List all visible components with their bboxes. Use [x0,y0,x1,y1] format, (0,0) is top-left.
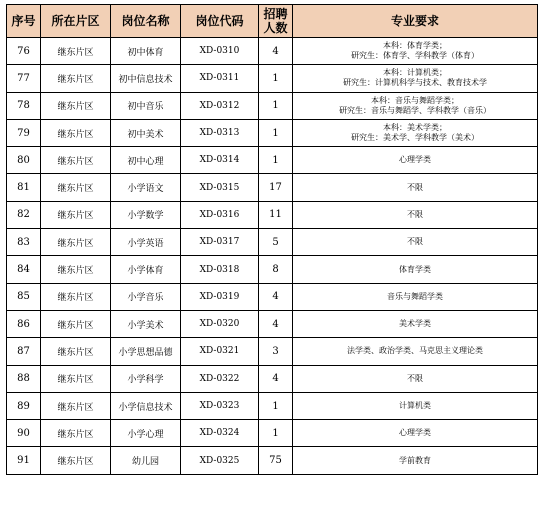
requirement-line: 本科：音乐与舞蹈学类； [371,95,459,105]
cell-district: 继东片区 [41,38,111,65]
cell-seq: 88 [7,365,41,392]
table-header [7,5,538,38]
cell-recruit-count: 17 [259,174,293,201]
cell-recruit-count: 4 [259,365,293,392]
table-row [7,38,538,65]
cell-requirement [293,38,538,65]
cell-post-name: 初中音乐 [111,92,181,119]
cell-seq: 76 [7,38,41,65]
cell-recruit-count: 4 [259,38,293,65]
header-seq: 序号 [7,5,41,38]
cell-seq: 83 [7,229,41,256]
table-row [7,420,538,447]
header-district: 所在片区 [41,5,111,38]
cell-post-name: 初中心理 [111,147,181,174]
cell-district: 继东片区 [41,92,111,119]
cell-recruit-count: 5 [259,229,293,256]
cell-post-name: 小学科学 [111,365,181,392]
requirement-line: 不限 [407,237,423,247]
cell-post-name: 幼儿园 [111,447,181,474]
cell-seq: 81 [7,174,41,201]
requirement-line: 不限 [407,182,423,192]
cell-district: 继东片区 [41,365,111,392]
cell-post-code: XD-0315 [181,174,259,201]
cell-seq: 90 [7,420,41,447]
cell-seq: 77 [7,65,41,92]
requirement-line: 心理学类 [399,155,431,165]
cell-recruit-count: 4 [259,283,293,310]
cell-district: 继东片区 [41,420,111,447]
cell-requirement [293,365,538,392]
table-row [7,65,538,92]
cell-district: 继东片区 [41,283,111,310]
requirement-line: 美术学类 [399,319,431,329]
requirement-line: 本科：体育学类； [383,41,447,51]
cell-post-name: 小学英语 [111,229,181,256]
cell-recruit-count: 75 [259,447,293,474]
requirement-line: 法学类、政治学类、马克思主义理论类 [347,346,483,356]
header-post-name: 岗位名称 [111,5,181,38]
table-row [7,147,538,174]
cell-recruit-count: 1 [259,92,293,119]
cell-district: 继东片区 [41,229,111,256]
cell-district: 继东片区 [41,338,111,365]
requirement-line: 计算机类 [399,401,431,410]
table-row [7,447,538,474]
requirement-line: 心理学类 [399,428,431,438]
cell-recruit-count: 1 [259,392,293,419]
table-row [7,229,538,256]
cell-seq: 79 [7,119,41,146]
table-row [7,201,538,228]
cell-requirement [293,229,538,256]
cell-requirement [293,147,538,174]
cell-requirement [293,174,538,201]
cell-requirement [293,201,538,228]
requirement-line: 不限 [407,373,423,383]
table-row [7,310,538,337]
cell-post-name: 小学数学 [111,201,181,228]
cell-post-name: 初中信息技术 [111,65,181,92]
cell-seq: 80 [7,147,41,174]
table-row [7,174,538,201]
cell-post-code: XD-0324 [181,420,259,447]
cell-requirement [293,256,538,283]
cell-requirement [293,310,538,337]
cell-recruit-count: 8 [259,256,293,283]
table-row [7,392,538,419]
cell-post-code: XD-0310 [181,38,259,65]
table-row [7,365,538,392]
header-row [7,5,538,38]
cell-post-code: XD-0325 [181,447,259,474]
recruitment-table [6,4,538,475]
cell-district: 继东片区 [41,310,111,337]
cell-post-name: 小学音乐 [111,283,181,310]
cell-recruit-count: 11 [259,201,293,228]
cell-seq: 84 [7,256,41,283]
requirement-line: 研究生：美术学、学科教学（美术） [351,133,479,143]
cell-seq: 86 [7,310,41,337]
cell-recruit-count: 3 [259,338,293,365]
cell-requirement [293,119,538,146]
cell-requirement [293,92,538,119]
cell-recruit-count: 4 [259,310,293,337]
cell-requirement [293,338,538,365]
cell-requirement [293,283,538,310]
header-recruit-line1: 招聘 [263,7,288,21]
cell-post-name: 小学美术 [111,310,181,337]
cell-district: 继东片区 [41,447,111,474]
requirement-line: 体育学类 [399,264,431,274]
cell-seq: 82 [7,201,41,228]
table-body [7,38,538,475]
requirement-line: 不限 [407,209,423,219]
header-post-code: 岗位代码 [181,5,259,38]
cell-post-name: 小学思想品德 [111,338,181,365]
cell-recruit-count: 1 [259,147,293,174]
cell-district: 继东片区 [41,256,111,283]
cell-post-name: 小学信息技术 [111,392,181,419]
requirement-line: 研究生：音乐与舞蹈学、学科教学（音乐） [339,105,491,115]
header-recruit-count [259,5,293,38]
requirement-line: 研究生：体育学、学科教学（体育） [351,51,479,61]
cell-post-name: 初中体育 [111,38,181,65]
cell-seq: 87 [7,338,41,365]
cell-post-code: XD-0321 [181,338,259,365]
requirement-line: 学前教育 [399,455,431,465]
cell-district: 继东片区 [41,392,111,419]
cell-post-code: XD-0312 [181,92,259,119]
header-recruit-line2: 人数 [263,21,288,35]
cell-recruit-count: 1 [259,119,293,146]
cell-post-code: XD-0317 [181,229,259,256]
table-row [7,256,538,283]
requirement-line: 本科：美术学类； [383,123,447,133]
cell-recruit-count: 1 [259,420,293,447]
cell-post-code: XD-0319 [181,283,259,310]
cell-requirement [293,420,538,447]
header-requirement: 专业要求 [293,5,538,38]
cell-post-name: 小学语文 [111,174,181,201]
cell-requirement [293,65,538,92]
cell-requirement [293,447,538,474]
cell-post-name: 初中美术 [111,119,181,146]
cell-post-code: XD-0322 [181,365,259,392]
table-row [7,92,538,119]
cell-post-code: XD-0316 [181,201,259,228]
cell-seq: 78 [7,92,41,119]
cell-post-code: XD-0313 [181,119,259,146]
cell-district: 继东片区 [41,201,111,228]
requirement-line: 本科：计算机类； [383,68,447,78]
cell-post-code: XD-0323 [181,392,259,419]
cell-recruit-count: 1 [259,65,293,92]
cell-post-code: XD-0320 [181,310,259,337]
cell-district: 继东片区 [41,174,111,201]
cell-post-name: 小学体育 [111,256,181,283]
table-row [7,283,538,310]
cell-seq: 85 [7,283,41,310]
cell-district: 继东片区 [41,65,111,92]
cell-post-code: XD-0314 [181,147,259,174]
cell-post-code: XD-0311 [181,65,259,92]
cell-district: 继东片区 [41,147,111,174]
table-row [7,119,538,146]
cell-post-code: XD-0318 [181,256,259,283]
cell-post-name: 小学心理 [111,420,181,447]
table-row [7,338,538,365]
cell-district: 继东片区 [41,119,111,146]
cell-seq: 89 [7,392,41,419]
cell-seq: 91 [7,447,41,474]
requirement-line: 音乐与舞蹈学类 [387,291,443,301]
cell-requirement [293,392,538,419]
requirement-line: 研究生：计算机科学与技术、教育技术学 [343,78,487,88]
